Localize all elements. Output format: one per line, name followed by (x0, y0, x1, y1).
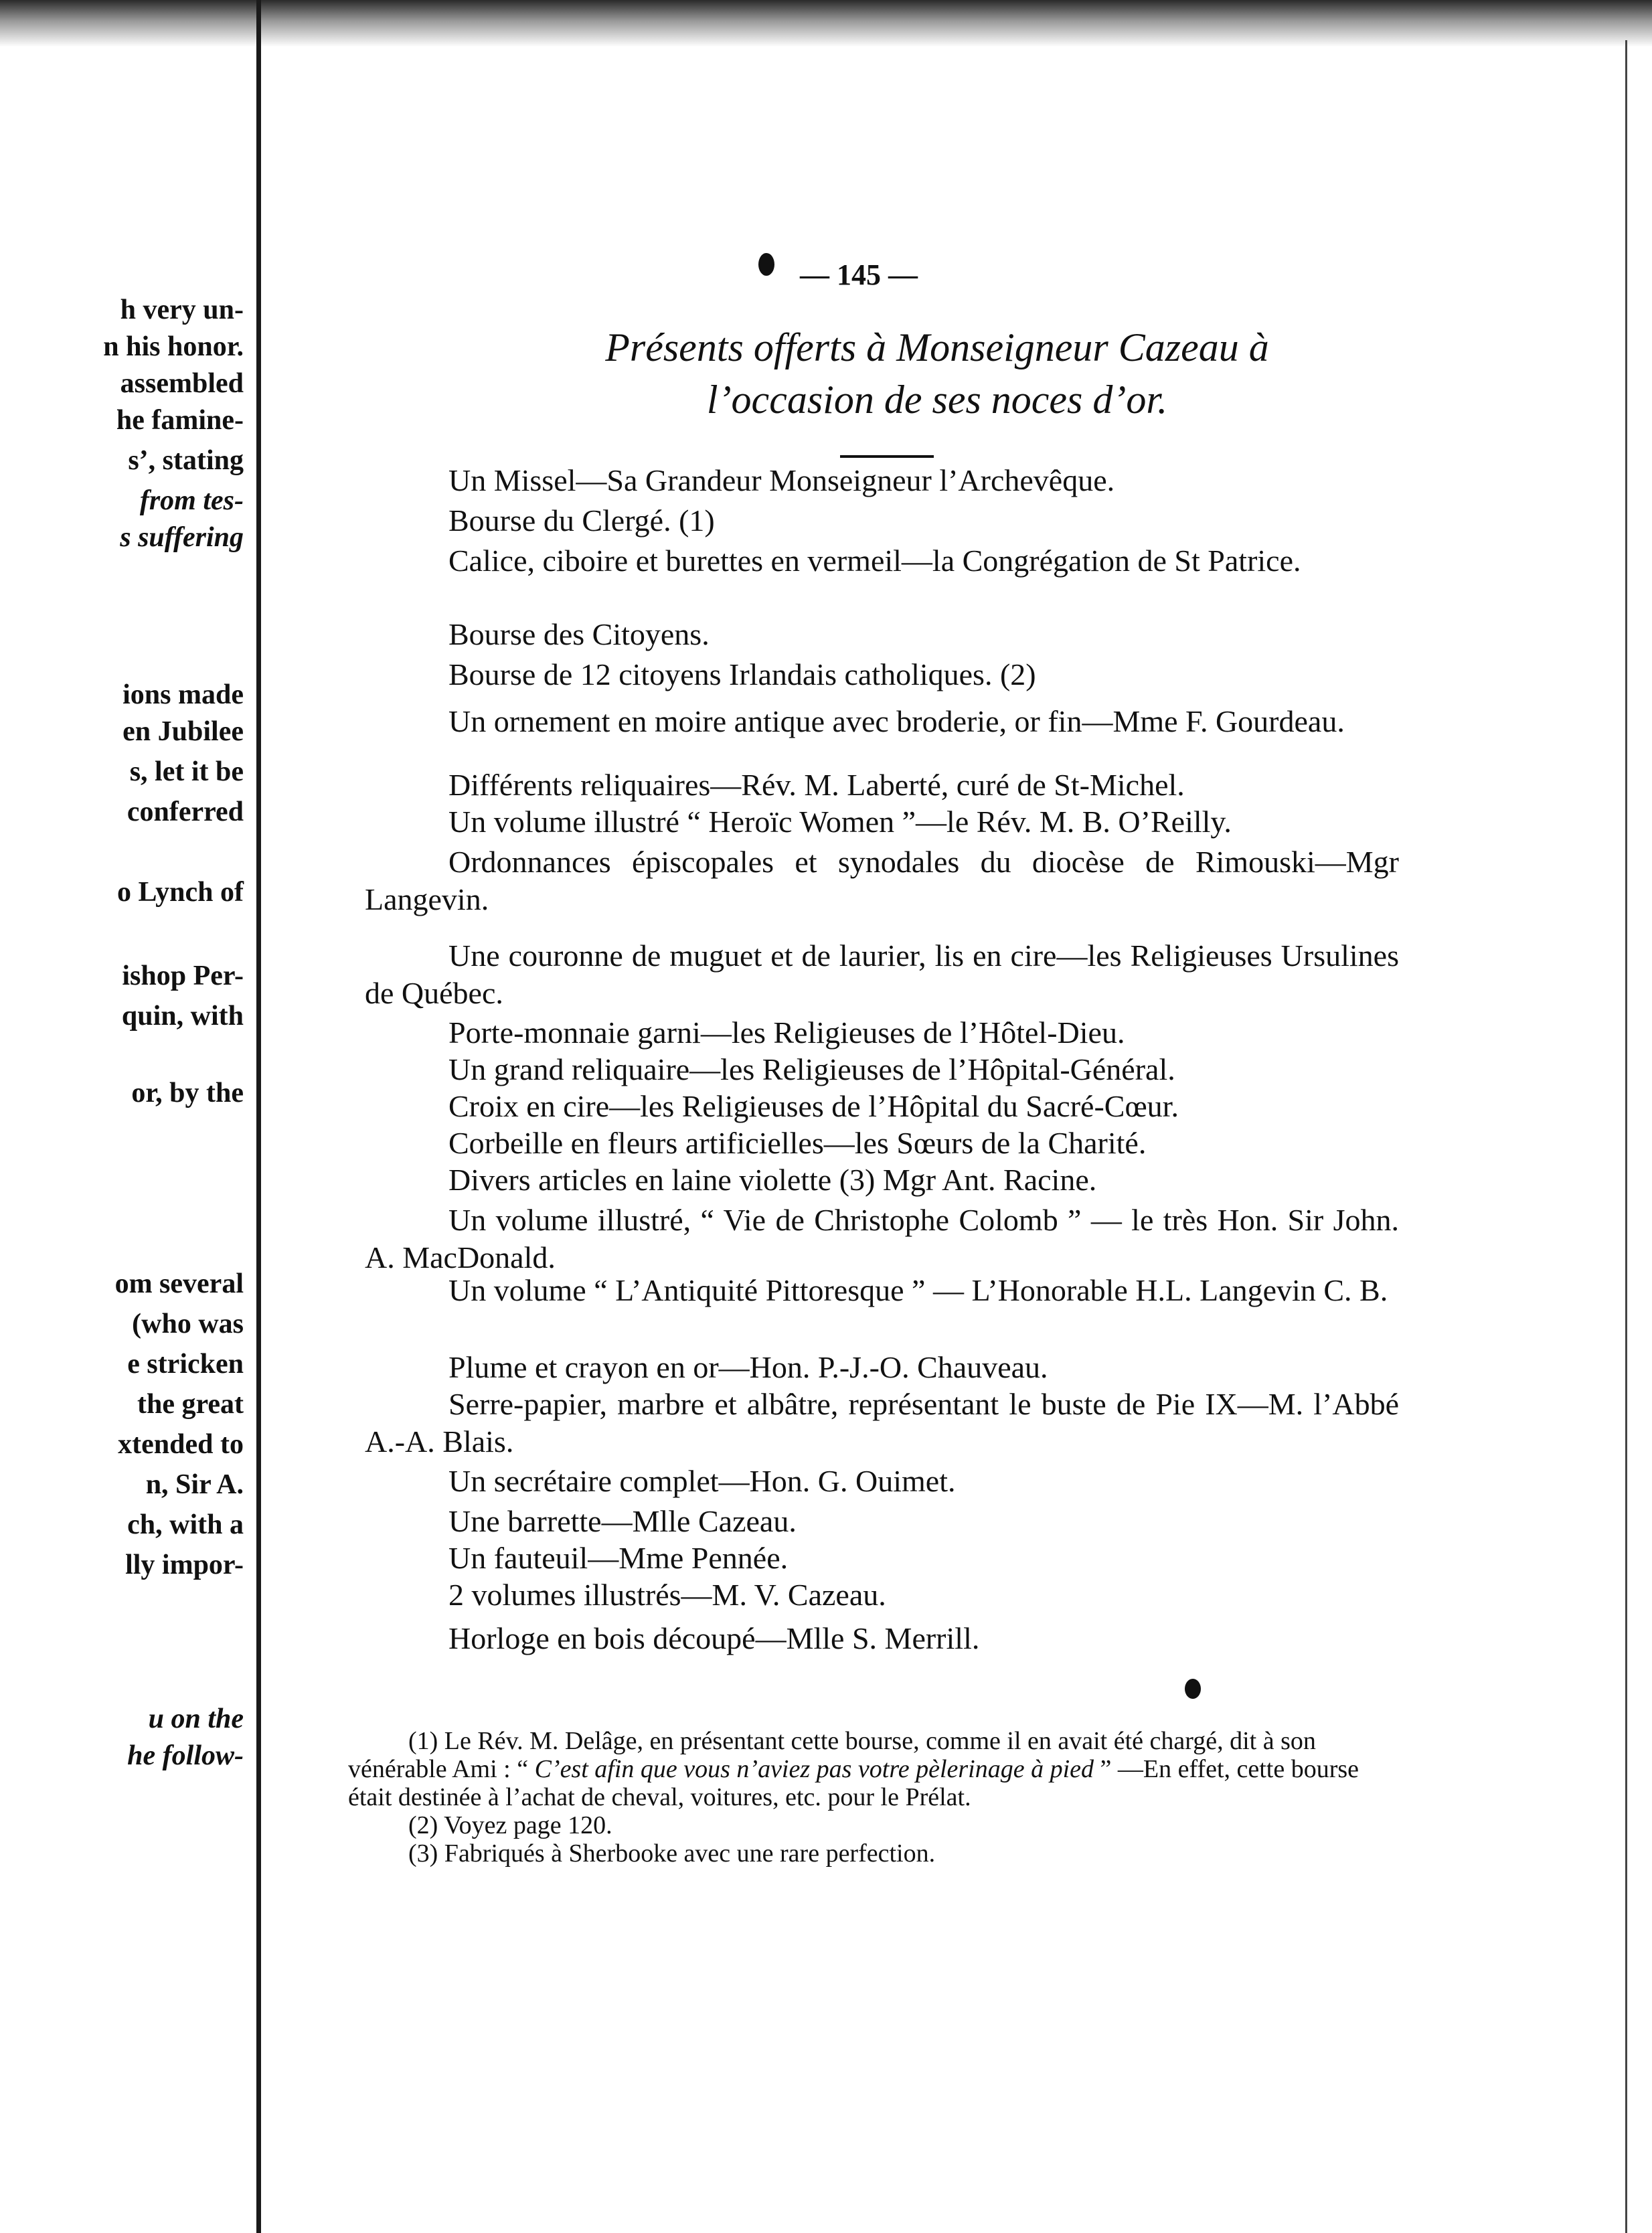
left-page-line: n his honor. (103, 331, 244, 362)
gift-entry: Un secrétaire complet—Hon. G. Ouimet. (448, 1464, 956, 1498)
left-page-line: ions made (122, 679, 244, 710)
footnote-1: (1) Le Rév. M. Delâge, en présentant cette bourse, comme il en avait été chargé, dit à son vénérable Ami : “ C’est afin que vous n’aviez pas votre pèlerinage à pied ” —En effet, cette bourse était destinée à l’achat de cheval, voitures, etc. pour le Prélat. (348, 1727, 1359, 1811)
left-page-line: or, by the (131, 1078, 244, 1108)
gift-entry: Serre-papier, marbre et albâtre, représentant le buste de Pie IX—M. l’Abbé A.-A. Blais. (365, 1387, 1399, 1459)
title-line-1: Présents offerts à Monseigneur Cazeau à (605, 325, 1269, 369)
gift-entry: Divers articles en laine violette (3) Mgr Ant. Racine. (448, 1163, 1097, 1197)
gift-entry: Bourse du Clergé. (1) (448, 503, 715, 537)
title-rule (840, 455, 934, 458)
gift-entry: Une barrette—Mlle Cazeau. (448, 1504, 797, 1538)
left-page-line: lly impor- (125, 1550, 244, 1580)
gift-entry: Bourse des Citoyens. (448, 617, 710, 651)
left-page-line: s’, stating (128, 445, 244, 476)
footnotes (348, 1727, 1392, 1868)
left-page-line: from tes- (139, 485, 244, 516)
gift-entry: Plume et crayon en or—Hon. P.-J.-O. Chauveau. (448, 1350, 1048, 1384)
gift-entry: Une couronne de muguet et de laurier, lis en cire—les Religieuses Ursulines de Québec. (365, 938, 1399, 1010)
gift-entry: Horloge en bois découpé—Mlle S. Merrill. (448, 1621, 980, 1655)
left-page-line: n, Sir A. (145, 1469, 244, 1500)
gift-entry: Un volume “ L’Antiquité Pittoresque ” — L’Honorable H.L. Langevin C. B. (448, 1273, 1388, 1307)
left-page-line: he famine- (116, 405, 244, 436)
gift-entry: Porte-monnaie garni—les Religieuses de l’Hôtel-Dieu. (448, 1015, 1125, 1050)
left-page-line: conferred (127, 797, 244, 827)
left-page-fragment (0, 0, 253, 2233)
left-page-line: e stricken (127, 1349, 244, 1380)
left-page-line: om several (114, 1268, 244, 1299)
page-divider (256, 0, 261, 2233)
gift-entry: Corbeille en fleurs artificielles—les Sœurs de la Charité. (448, 1126, 1147, 1160)
page-number: — 145 — (800, 258, 918, 291)
left-page-line: ch, with a (127, 1509, 244, 1540)
gift-entry: Croix en cire—les Religieuses de l’Hôpital du Sacré-Cœur. (448, 1089, 1179, 1123)
gift-entry: Un volume illustré, “ Vie de Christophe Colomb ” — le très Hon. Sir John. A. MacDonald. (365, 1203, 1399, 1274)
gift-entry: Ordonnances épiscopales et synodales du diocèse de Rimouski—Mgr Langevin. (365, 845, 1399, 916)
gift-entry: Un ornement en moire antique avec broderie, or fin—Mme F. Gourdeau. (448, 704, 1345, 738)
footnote-3: (3) Fabriqués à Sherbooke avec une rare perfection. (408, 1839, 936, 1868)
gift-entry: Un fauteuil—Mme Pennée. (448, 1541, 789, 1575)
left-page-line: h very un- (120, 295, 244, 325)
footnote-2: (2) Voyez page 120. (408, 1811, 612, 1839)
page-title (469, 321, 1406, 426)
gift-entry: Bourse de 12 citoyens Irlandais catholiques. (2) (448, 657, 1036, 691)
left-page-line: s, let it be (129, 756, 244, 787)
ink-dot (758, 253, 774, 276)
gift-entry: Un grand reliquaire—les Religieuses de l’Hôpital-Général. (448, 1052, 1175, 1086)
left-page-line: en Jubilee (122, 716, 244, 747)
left-page-line: he follow- (127, 1740, 244, 1771)
gift-entry: Un Missel—Sa Grandeur Monseigneur l’Archevêque. (448, 463, 1115, 497)
left-page-line: s suffering (120, 522, 244, 553)
gift-entry: Différents reliquaires—Rév. M. Laberté, curé de St-Michel. (448, 768, 1185, 802)
gift-entry: Un volume illustré “ Heroïc Women ”—le Rév. M. B. O’Reilly. (448, 805, 1232, 839)
gift-entry: 2 volumes illustrés—M. V. Cazeau. (448, 1578, 886, 1612)
left-page-line: u on the (148, 1704, 244, 1734)
left-page-line: ishop Per- (122, 961, 244, 991)
left-page-line: (who was (132, 1309, 244, 1339)
left-page-line: xtended to (118, 1429, 244, 1460)
left-page-line: assembled (120, 368, 244, 399)
left-page-line: quin, with (121, 1001, 244, 1031)
left-page-line: the great (137, 1389, 244, 1420)
left-page-line: o Lynch of (116, 877, 244, 908)
title-line-2: l’occasion de ses noces d’or. (706, 378, 1168, 422)
gift-entry: Calice, ciboire et burettes en vermeil—la Congrégation de St Patrice. (448, 544, 1301, 578)
page-edge (1625, 40, 1634, 2233)
ink-dot (1185, 1679, 1201, 1699)
